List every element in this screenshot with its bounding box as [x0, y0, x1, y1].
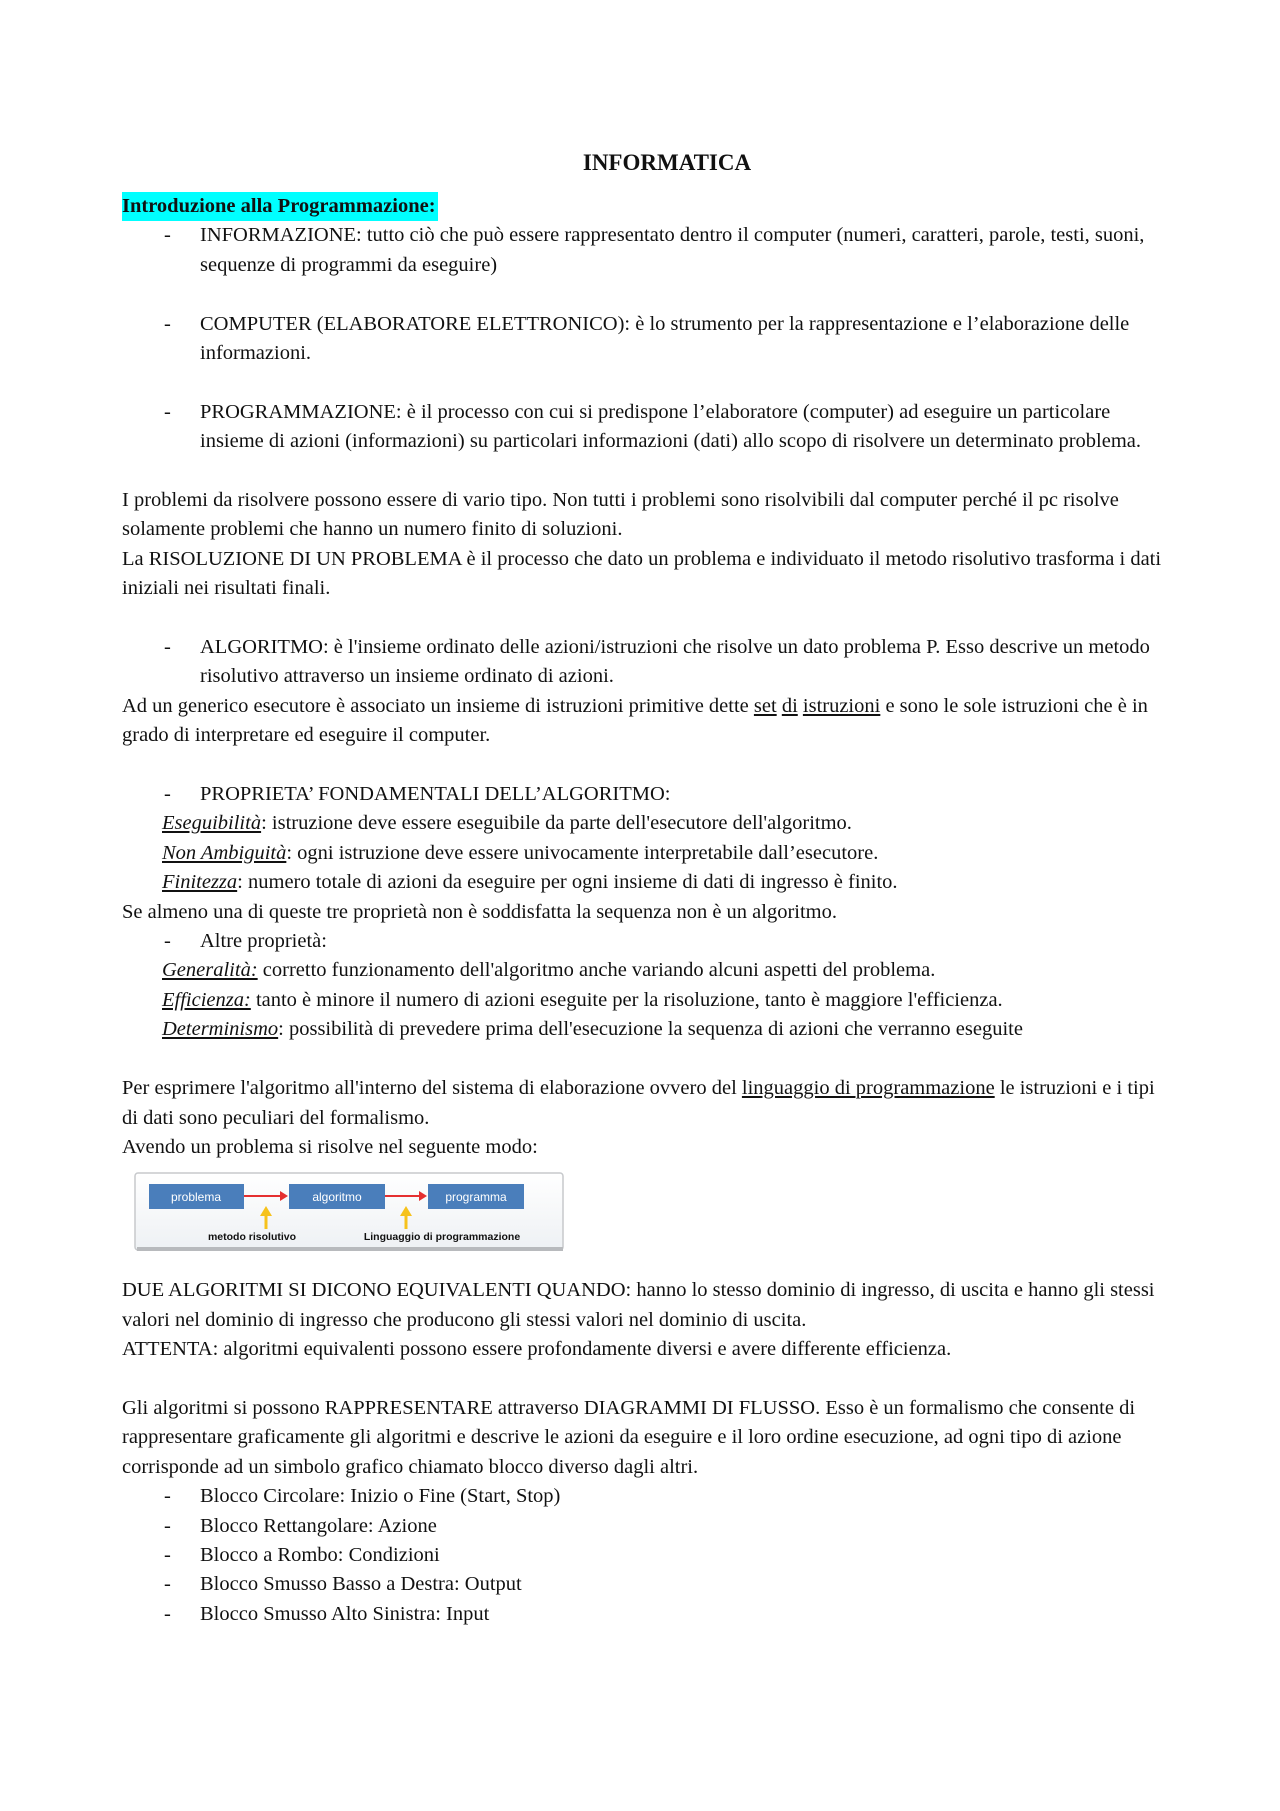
paragraph-equivalenti: DUE ALGORITMI SI DICONO EQUIVALENTI QUANDO: hanno lo stesso dominio di ingresso, di uscita e hanno gli stessi valori nel dominio di ingresso che producono gli stessi valori nel dominio di uscita. — [122, 1279, 1155, 1331]
paragraph-diagrammi: Gli algoritmi si possono RAPPRESENTARE attraverso DIAGRAMMI DI FLUSSO. Esso è un formalismo che consente di rappresentare graficamente gli algoritmi e descrive le azioni da eseguire e il loro ordine esecuzione, ad ogni tipo di azione corrisponde ad un simbolo grafico chiamato blocco diverso dagli altri. — [122, 1396, 1136, 1478]
property-finitezza: Finitezza: numero totale di azioni da eseguire per ogni insieme di dati di ingresso è finito. — [162, 871, 898, 894]
process-diagram — [134, 1172, 564, 1252]
list-item-blocco-rettangolare: - Blocco Rettangolare: Azione — [164, 1514, 437, 1537]
paragraph-risoluzione: La RISOLUZIONE DI UN PROBLEMA è il processo che dato un problema e individuato il metodo risolutivo trasforma i dati iniziali nei risultati finali. — [122, 547, 1162, 600]
figure-shadow — [137, 1247, 563, 1251]
paragraph-problemi: I problemi da risolvere possono essere di vario tipo. Non tutti i problemi sono risolvibili dal computer perché il pc risolve solamente problemi che hanno un numero finito di soluzioni. — [122, 489, 1119, 541]
list-item-blocco-output: - Blocco Smusso Basso a Destra: Output — [164, 1573, 522, 1596]
list-item-computer: - COMPUTER (ELABORATORE ELETTRONICO): è lo strumento per la rappresentazione e l’elaborazione delle informazioni. — [164, 312, 1130, 365]
paragraph-attenta: ATTENTA: algoritmi equivalenti possono essere profondamente diversi e avere differente efficienza. — [122, 1338, 952, 1361]
document-content — [122, 148, 1172, 1629]
process-figure — [134, 1172, 564, 1252]
box-problema-label: problema — [170, 1190, 222, 1205]
list-item-blocco-circolare: - Blocco Circolare: Inizio o Fine (Start, Stop) — [164, 1485, 561, 1508]
paragraph-avendo: Avendo un problema si risolve nel seguente modo: — [122, 1135, 538, 1158]
list-item-blocco-rombo: - Blocco a Rombo: Condizioni — [164, 1543, 440, 1566]
list-item-altre-proprieta: - Altre proprietà: — [164, 930, 327, 953]
section-heading: Introduzione alla Programmazione: — [122, 192, 438, 221]
page-title: INFORMATICA — [582, 150, 752, 175]
label-metodo: metodo risolutivo — [207, 1231, 297, 1244]
list-item-algoritmo: - ALGORITMO: è l'insieme ordinato delle azioni/istruzioni che risolve un dato problema P. Esso descrive un metodo risolutivo attraverso un insieme ordinato di azioni. — [164, 636, 1150, 688]
list-item-blocco-input: - Blocco Smusso Alto Sinistra: Input — [164, 1602, 490, 1625]
box-programma-label: programma — [445, 1190, 507, 1205]
property-generalita: Generalità: corretto funzionamento dell'algoritmo anche variando alcuni aspetti del problema. — [162, 959, 936, 982]
property-determinismo: Determinismo: possibilità di prevedere prima dell'esecuzione la sequenza di azioni che verranno eseguite — [162, 1018, 1023, 1041]
list-item-informazione: - INFORMAZIONE: tutto ciò che può essere rappresentato dentro il computer (numeri, caratteri, parole, testi, suoni, sequenze di programmi da eseguire) — [164, 224, 1145, 276]
paragraph-esecutore: Ad un generico esecutore è associato un insieme di istruzioni primitive dette set di istruzioni e sono le sole istruzioni che è in grado di interpretare ed eseguire il computer. — [122, 694, 1148, 747]
list-item-programmazione: - PROGRAMMAZIONE: è il processo con cui si predispone l’elaboratore (computer) ad eseguire un particolare insieme di azioni (informazioni) su particolari informazioni (dati) allo scopo di risolvere un determinato problema. — [164, 400, 1141, 453]
label-linguaggio: Linguaggio di programmazione — [363, 1231, 521, 1244]
paragraph-linguaggio: Per esprimere l'algoritmo all'interno del sistema di elaborazione ovvero del linguaggio di programmazione le istruzioni e i tipi di dati sono peculiari del formalismo. — [122, 1077, 1155, 1129]
property-eseguibilita: Eseguibilità: istruzione deve essere eseguibile da parte dell'esecutore dell'algoritmo. — [162, 812, 852, 835]
paragraph-almeno: Se almeno una di queste tre proprietà non è soddisfatta la sequenza non è un algoritmo. — [122, 900, 838, 923]
box-algoritmo-label: algoritmo — [312, 1190, 362, 1205]
linguaggio-link: linguaggio di programmazione — [741, 1077, 995, 1100]
property-non-ambiguita: Non Ambiguità: ogni istruzione deve essere univocamente interpretabile dall’esecutore. — [162, 841, 879, 864]
list-item-proprieta: - PROPRIETA’ FONDAMENTALI DELL’ALGORITMO: — [164, 783, 671, 806]
property-efficienza: Efficienza: tanto è minore il numero di azioni eseguite per la risoluzione, tanto è maggiore l'efficienza. — [162, 988, 1003, 1011]
